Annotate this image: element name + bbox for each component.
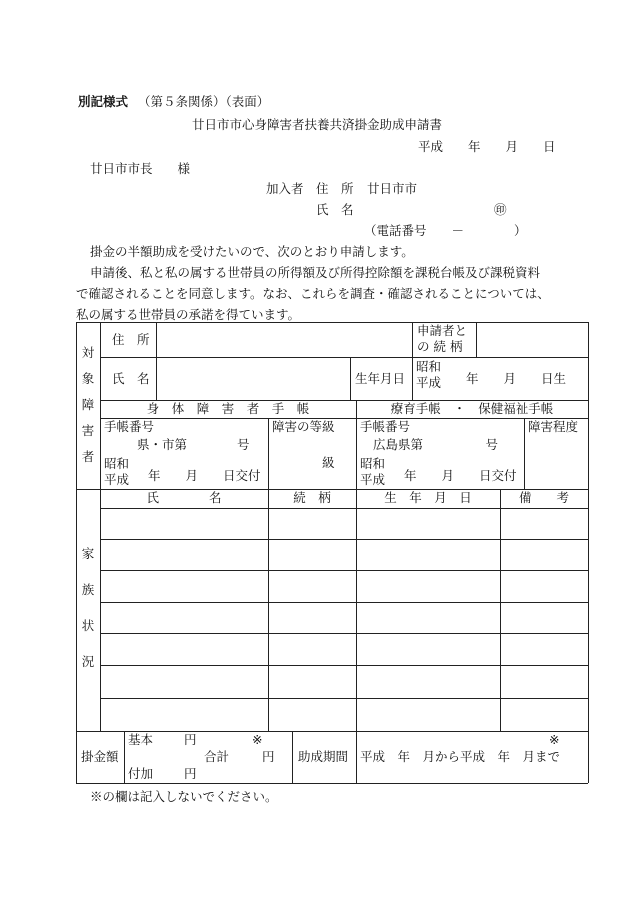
ryoiku-notebook-number[interactable]: 広島県第 号 (373, 437, 499, 452)
family-row[interactable] (101, 603, 587, 632)
applicant-label: 加入者 (266, 181, 304, 196)
subsidy-period-label: 助成期間 (298, 749, 349, 764)
physical-disability-header: 身 体 障 害 者 手 帳 (146, 401, 310, 416)
date-line: 平成 年 月 日 (418, 139, 556, 154)
section-family-char-2: 族 (81, 582, 95, 597)
statement-line-3: で確認されることを同意します。なお、これらを調査・確認されることについては、 (76, 286, 550, 301)
physical-notebook-number[interactable]: 県・市第 号 (137, 437, 250, 452)
physical-era-showa: 昭和 (104, 456, 130, 471)
fee-amount-label: 掛金額 (81, 749, 119, 764)
fee-addon-label: 付加 (128, 766, 154, 781)
period-office-mark: ※ (549, 732, 560, 747)
family-row[interactable] (101, 699, 587, 730)
family-row[interactable] (101, 571, 587, 601)
fee-base-label: 基本 (128, 732, 154, 747)
section-family-char-1: 家 (81, 546, 95, 561)
ryoiku-era-heisei: 平成 (360, 472, 386, 487)
phone-line[interactable]: （電話番号 － ） (364, 223, 527, 238)
family-col-remarks: 備 考 (518, 490, 569, 505)
family-row[interactable] (101, 666, 587, 697)
fee-office-mark: ※ (252, 732, 263, 747)
footer-note: ※の欄は記入しないでください。 (90, 789, 278, 804)
disability-degree-label: 障害程度 (528, 419, 579, 434)
section-target-char-5: 者 (81, 449, 95, 464)
target-name-field[interactable] (160, 360, 346, 398)
birth-date-label: 生年月日 (355, 371, 406, 386)
relation-label-line-2: の 続 柄 (417, 339, 463, 354)
family-row[interactable] (101, 540, 587, 569)
statement-line-1: 掛金の半額助成を受けたいので、次のとおり申請します。 (90, 244, 414, 259)
fee-total-yen[interactable]: 円 (262, 749, 275, 764)
seal-mark: ㊞ (494, 202, 507, 217)
section-target-char-1: 対 (81, 345, 95, 360)
family-col-birth: 生 年 月 日 (384, 490, 472, 505)
physical-era-heisei: 平成 (104, 472, 130, 487)
family-row[interactable] (101, 509, 587, 538)
subsidy-period-value[interactable]: 平成 年 月から平成 年 月まで (360, 749, 561, 764)
target-address-label: 住 所 (112, 332, 150, 347)
family-col-name: 氏 名 (146, 490, 222, 505)
section-target-char-2: 象 (81, 371, 95, 386)
applicant-address-value[interactable]: 廿日市市 (367, 181, 418, 196)
target-name-label: 氏 名 (112, 371, 150, 386)
section-target-char-3: 障 (81, 397, 95, 412)
fee-base-yen[interactable]: 円 (184, 732, 197, 747)
applicant-address-label: 住 所 (316, 181, 354, 196)
fee-addon-yen[interactable]: 円 (184, 766, 197, 781)
relation-field[interactable] (480, 325, 584, 355)
disability-grade-unit[interactable]: 級 (322, 455, 335, 470)
family-col-relation: 続 柄 (293, 490, 331, 505)
ryoiku-header: 療育手帳 ・ 保健福祉手帳 (390, 401, 554, 416)
page-title: 廿日市市心身障害者扶養共済掛金助成申請書 (192, 117, 443, 132)
form-reference: （第５条関係）（表面） (138, 94, 270, 109)
form-label: 別記様式 (78, 94, 129, 109)
section-target-char-4: 害 (81, 423, 95, 438)
disability-grade-label: 障害の等級 (272, 419, 335, 434)
ryoiku-issue-date[interactable]: 年 月 日交付 (404, 468, 517, 483)
physical-notebook-number-label: 手帳番号 (104, 419, 155, 434)
statement-line-4: 私の属する世帯員の承諾を得ています。 (76, 307, 301, 322)
applicant-name-label: 氏 名 (316, 202, 354, 217)
physical-issue-date[interactable]: 年 月 日交付 (148, 468, 261, 483)
era-heisei: 平成 (416, 375, 442, 390)
ryoiku-notebook-number-label: 手帳番号 (360, 419, 411, 434)
fee-total-label: 合計 (204, 749, 230, 764)
era-showa: 昭和 (416, 359, 442, 374)
statement-line-2: 申請後、私と私の属する世帯員の所得額及び所得控除額を課税台帳及び課税資料 (90, 265, 541, 280)
relation-label-line-1: 申請者と (417, 323, 468, 338)
target-address-field[interactable] (160, 325, 408, 355)
birth-date-value[interactable]: 年 月 日生 (466, 371, 567, 386)
section-family-char-4: 況 (81, 654, 95, 669)
family-row[interactable] (101, 634, 587, 664)
ryoiku-era-showa: 昭和 (360, 456, 386, 471)
addressee: 廿日市市長 様 (90, 161, 191, 176)
section-family-char-3: 状 (81, 618, 95, 633)
